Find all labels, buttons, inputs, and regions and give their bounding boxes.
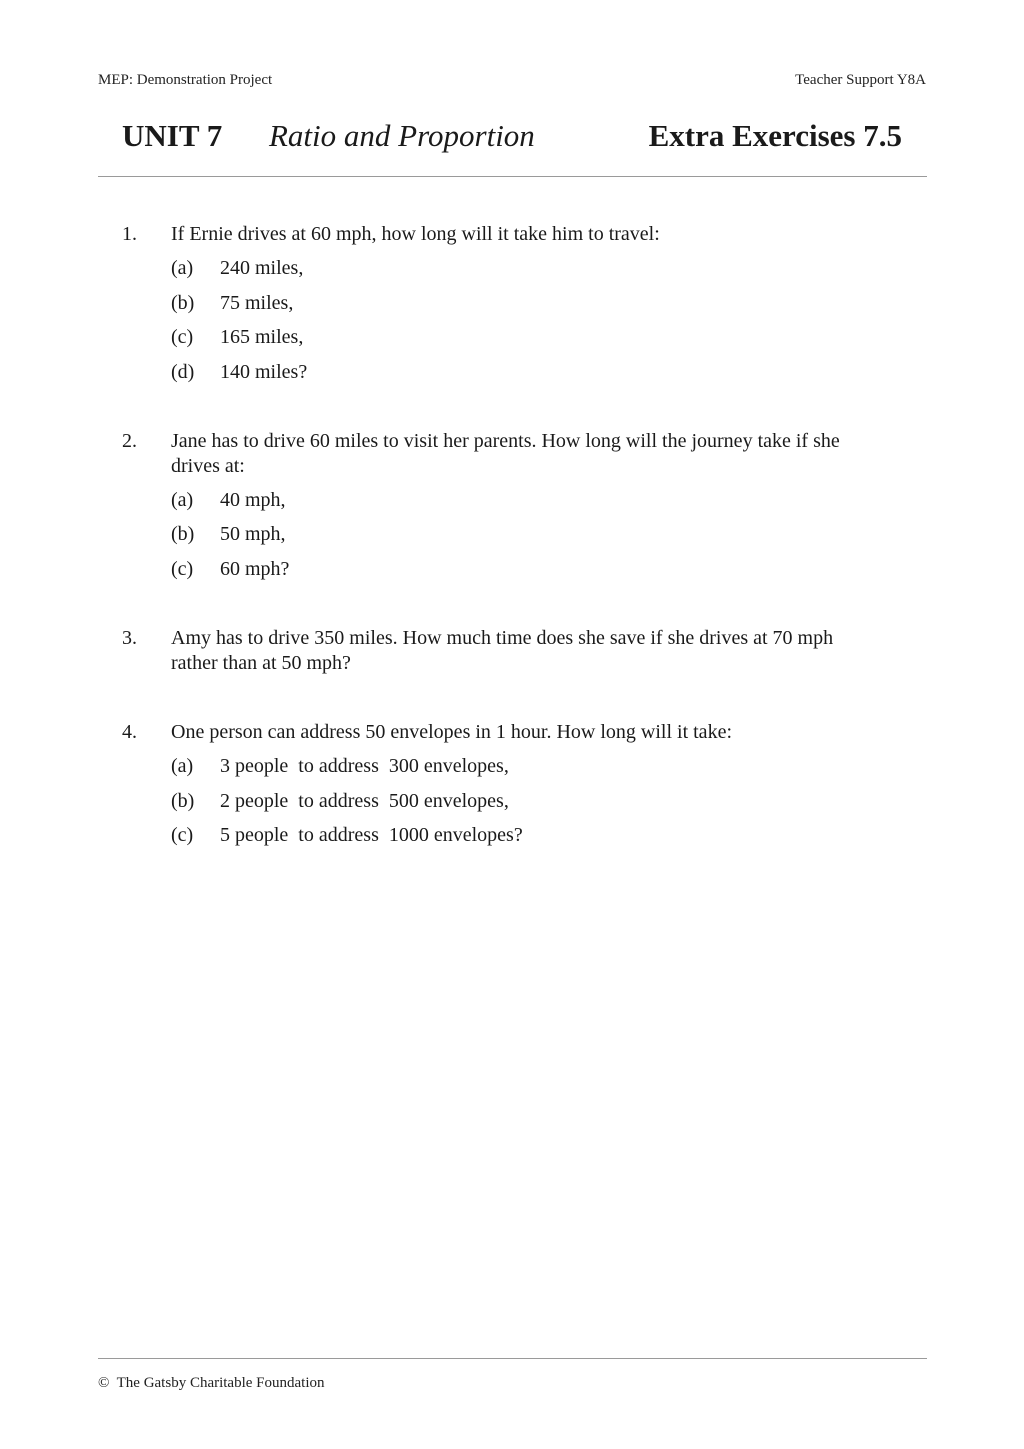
header-divider — [98, 176, 927, 177]
question-parts — [171, 256, 882, 385]
question-part — [171, 488, 882, 513]
question-parts — [171, 754, 882, 848]
part-label: (b) — [171, 523, 195, 546]
exercise-title: Extra Exercises 7.5 — [648, 118, 902, 153]
part-label: (c) — [171, 824, 194, 847]
header-project-name: MEP: Demonstration Project — [98, 72, 273, 88]
part-text: 75 miles, — [220, 291, 294, 314]
question-text: Amy has to drive 350 miles. How much time does she save if she drives at 70 mph rather than at 50 mph? — [171, 626, 834, 674]
part-label: (d) — [171, 360, 195, 383]
running-header — [98, 72, 926, 89]
page-title — [122, 118, 902, 162]
part-text: 60 mph? — [220, 557, 290, 580]
question-part — [171, 754, 882, 779]
question-text: If Ernie drives at 60 mph, how long will it take him to travel: — [171, 223, 660, 245]
part-text: 165 miles, — [220, 326, 304, 349]
part-label: (b) — [171, 291, 195, 314]
question-2 — [122, 429, 882, 582]
part-text: 140 miles? — [220, 360, 308, 383]
copyright-notice: © The Gatsby Charitable Foundation — [98, 1375, 325, 1391]
question-part — [171, 325, 882, 350]
unit-number: UNIT 7 — [122, 118, 223, 153]
question-number: 4. — [122, 720, 137, 743]
unit-topic: Ratio and Proportion — [269, 118, 535, 153]
part-label: (a) — [171, 257, 194, 279]
part-text: 2 people to address 500 envelopes, — [220, 789, 509, 812]
question-part — [171, 291, 882, 316]
part-text: 3 people to address 300 envelopes, — [220, 754, 509, 777]
question-part — [171, 360, 882, 385]
question-part — [171, 789, 882, 814]
question-text: One person can address 50 envelopes in 1 hour. How long will it take: — [171, 720, 732, 743]
question-text: Jane has to drive 60 miles to visit her parents. How long will the journey take if she drives at: — [171, 429, 840, 477]
part-label: (a) — [171, 488, 194, 511]
question-part — [171, 522, 882, 547]
question-part — [171, 823, 882, 848]
question-number: 1. — [122, 223, 137, 245]
question-3 — [122, 626, 882, 676]
part-label: (a) — [171, 754, 194, 777]
header-support-label: Teacher Support Y8A — [795, 72, 926, 88]
part-text: 40 mph, — [220, 488, 286, 511]
part-label: (b) — [171, 789, 195, 812]
question-part — [171, 557, 882, 582]
question-list — [122, 222, 882, 892]
part-text: 240 miles, — [220, 257, 304, 279]
question-part — [171, 256, 882, 281]
question-parts — [171, 488, 882, 582]
part-text: 50 mph, — [220, 523, 286, 546]
part-label: (c) — [171, 557, 194, 580]
question-number: 3. — [122, 626, 137, 649]
question-4 — [122, 720, 882, 848]
question-1 — [122, 222, 882, 385]
question-number: 2. — [122, 429, 137, 452]
part-label: (c) — [171, 326, 194, 349]
part-text: 5 people to address 1000 envelopes? — [220, 824, 523, 847]
footer-divider — [98, 1358, 927, 1359]
